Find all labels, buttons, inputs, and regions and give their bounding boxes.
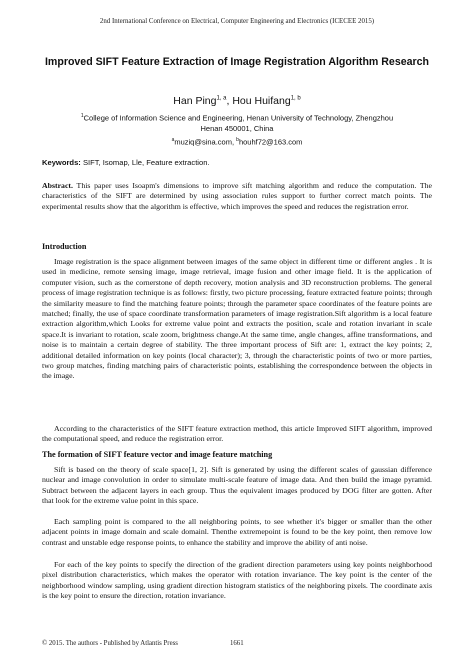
abstract	[42, 181, 432, 212]
affiliation-line: Henan 450001, China	[200, 123, 274, 133]
email-line	[40, 137, 434, 147]
author-separator: ,	[226, 95, 233, 107]
section-heading-introduction: Introduction	[42, 242, 87, 251]
author-superscript: 1, a	[216, 95, 227, 102]
keywords-text: SIFT, Isomap, Lle, Feature extraction.	[80, 158, 210, 167]
paper-title: Improved SIFT Feature Extraction of Image Registration Algorithm Research	[44, 56, 429, 68]
running-head: 2nd International Conference on Electrical, Computer Engineering and Electronics (ICECEE 2015)	[99, 18, 375, 25]
email-address[interactable]: muziq@sina.com	[174, 137, 232, 147]
paragraph: For each of the key points to specify the direction of the gradient direction parameters using key points neighborhood pixel distribution characteristics, which makes the operator with rotation invariance. The key point is the center of the neighborhood window sampling, using gradient direction histogram statistics of the neighboring pixels. The coordinate axis is the key point to ensure the direction, rotation invariance.	[42, 560, 432, 601]
author-superscript: 1, b	[290, 95, 301, 102]
author-name: Hou Huifang	[232, 95, 291, 107]
email-address[interactable]: houhf72@163.com	[238, 137, 303, 147]
copyright-notice: © 2015. The authors - Published by Atlantis Press	[42, 640, 178, 647]
paragraph: Each sampling point is compared to the all neighboring points, to see whether it's bigger or smaller than the other adjacent points in image domain and scale domainl. Thenthe extremepoint is found to be the key point, then remove low contrast and unstable edge response points, to enhance the stability and improve the ability of anti noise.	[42, 517, 432, 547]
keywords	[42, 158, 432, 167]
email-separator: ,	[231, 137, 237, 147]
affiliation-line: College of Information Science and Engineering, Henan University of Technology, Zhengzhou	[83, 113, 394, 123]
author-name: Han Ping	[173, 95, 217, 107]
keywords-label: Keywords:	[42, 158, 81, 167]
abstract-label: Abstract.	[42, 181, 73, 190]
author-line	[40, 95, 434, 107]
affiliation-superscript: 1	[80, 113, 84, 119]
page-number: 1661	[230, 640, 244, 647]
affiliation	[60, 111, 414, 134]
paragraph: Image registration is the space alignment between images of the same object in different time or different angles . It is used in medicine, remote sensing image, image retrieval, image fusion and other image field. It is the application of computer vision, such as the cornerstone of depth recovery, motion analysis and 3D reconstruction problems. The general process of image registration technique is as follows: firstly, two picture processing, feature extracted feature points; through the similarity measure to find the matching feature points; through the parameter space coordinates of the feature points are matched; finally, the use of space coordinate transformation parameters of image registration.Sift algorithm is a local feature extraction algorithm,which Looks for extreme value point and extracts the position, scale and rotation invariant in scale space.It is invariant to rotation, scale zoom, brightness change.At the same time, angle changes, affine transformations, and noise is to maintain a certain degree of stability. The three important process of Sift are: 1, extract the key points; 2, additional detailed information on key points (local character); 3, through the characteristic points of two or more parties, two group matches, finding matching pairs of characteristic points, establishing the correspondence between the objects in the image.	[42, 257, 432, 381]
paragraph: According to the characteristics of the SIFT feature extraction method, this article Improved SIFT algorithm, improved the computational speed, and reduce the registration error.	[42, 424, 432, 444]
page-footer	[42, 640, 432, 647]
email-superscript: a	[171, 137, 175, 143]
section-heading-formation: The formation of SIFT feature vector and image feature matching	[42, 450, 273, 459]
email-superscript: b	[236, 137, 239, 143]
paragraph: Sift is based on the theory of scale space[1, 2]. Sift is generated by using the different scales of gaussian difference nuclear and image convolution in order to simulate multi-scale feature of image data. And then build the image pyramid. Subtract between the adjacent layers in each group. Thus the equivalent images produced by DOG filter are gotten. After that look for the extreme value point in this space.	[42, 465, 432, 506]
abstract-text: This paper uses Isoapm's dimensions to improve sift matching algorithm and reduce the computation. The characteristics of the SIFT are determined by using association rules support to further correct match points. The experimental results show that the algorithm is effective, which improves the speed and reduces the registration error.	[42, 181, 432, 211]
